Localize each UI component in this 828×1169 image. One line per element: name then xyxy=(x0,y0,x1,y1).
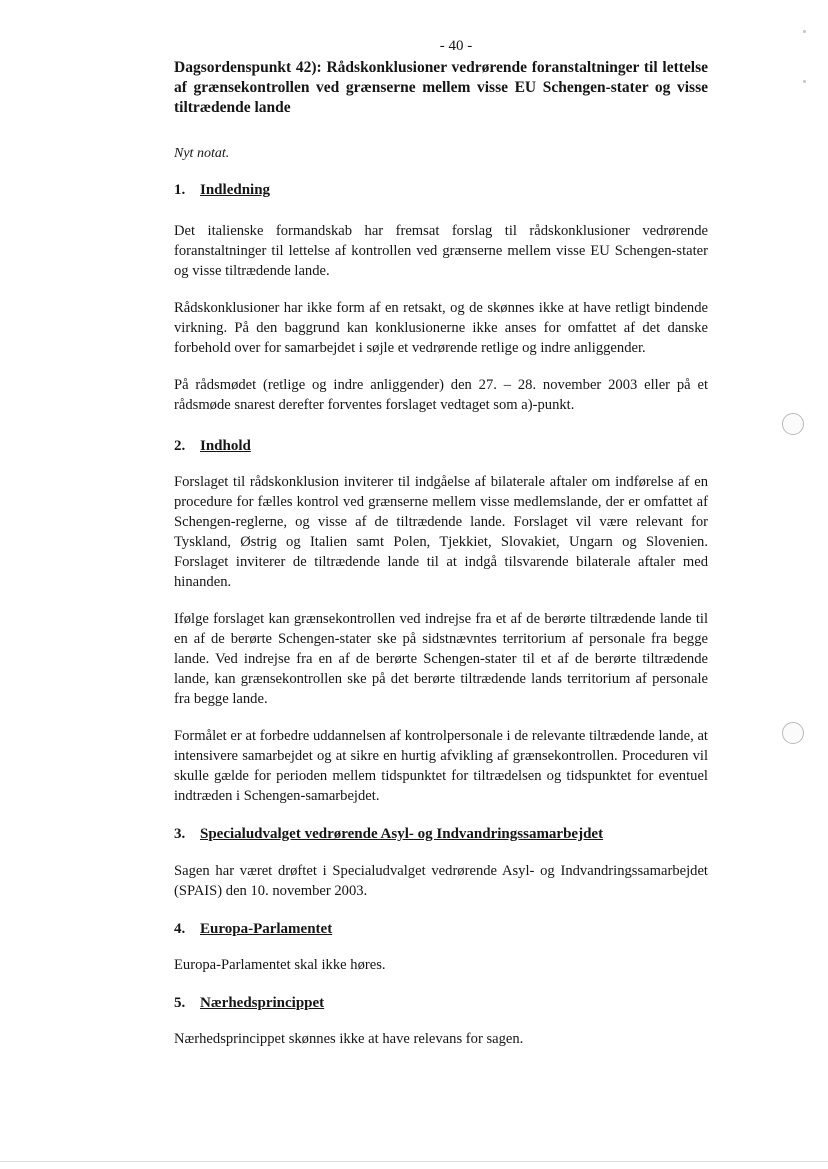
page-number: - 40 - xyxy=(439,38,473,54)
paragraph: Nærhedsprincippet skønnes ikke at have relevans for sagen. xyxy=(174,1031,524,1047)
section-heading-3 xyxy=(174,824,708,844)
section-number: 4. xyxy=(174,921,186,937)
section-title: Europa-Parlamentet xyxy=(200,921,333,937)
note-label: Nyt notat. xyxy=(174,146,230,161)
paragraph: Forslaget til rådskonklusion inviterer til indgåelse af bilaterale aftaler om indførelse af en procedure for fælles kontrol ved grænserne mellem visse medlemslande, der er omfattet af Schengen-reglerne, og visse af de tiltrædende lande. Forslaget vil være relevant for Tyskland, Østrig og Italien samt Polen, Tjekkiet, Slovakiet, Ungarn og Slovenien. Forslaget inviterer de tiltrædende lande til at indgå tilsvarende bilaterale aftaler med hinanden. xyxy=(174,474,708,590)
section-heading-4 xyxy=(174,919,708,939)
document-content xyxy=(174,58,708,1049)
punch-hole xyxy=(782,413,804,435)
section-number: 3. xyxy=(174,826,186,842)
section-number: 2. xyxy=(174,438,186,454)
punch-hole xyxy=(782,722,804,744)
scan-speck xyxy=(803,30,806,33)
paragraph: Ifølge forslaget kan grænsekontrollen ved indrejse fra et af de berørte tiltrædende lande til en af de berørte Schengen-stater ske på sidstnævntes territorium af personale fra begge lande. Ved indrejse fra en af de berørte Schengen-stater til et af de berørte tiltrædende lande, kan grænsekontrollen ske på det berørte tiltrædende lands territorium af personale fra begge lande. xyxy=(174,611,708,707)
paragraph: Europa-Parlamentet skal ikke høres. xyxy=(174,957,386,973)
section-heading-1 xyxy=(174,180,708,200)
paragraph: På rådsmødet (retlige og indre anliggender) den 27. – 28. november 2003 eller på et rådsmøde snarest derefter forventes forslaget vedtaget som a)-punkt. xyxy=(174,377,708,413)
section-title: Nærhedsprincippet xyxy=(200,995,325,1011)
section-number: 5. xyxy=(174,995,186,1011)
scan-speck xyxy=(803,80,806,83)
section-title: Indledning xyxy=(200,182,271,198)
section-title: Specialudvalget vedrørende Asyl- og Indvandringssamarbejdet xyxy=(200,826,604,842)
paragraph: Sagen har været drøftet i Specialudvalget vedrørende Asyl- og Indvandringssamarbejdet (SPAIS) den 10. november 2003. xyxy=(174,863,708,899)
section-title: Indhold xyxy=(200,438,251,454)
paragraph: Det italienske formandskab har fremsat forslag til rådskonklusioner vedrørende foranstaltninger til lettelse af kontrollen ved grænserne mellem visse EU Schengen-stater og visse tiltrædende lande. xyxy=(174,223,708,279)
section-heading-5 xyxy=(174,993,708,1013)
scan-edge-line xyxy=(0,1161,828,1162)
section-heading-2 xyxy=(174,436,708,456)
section-number: 1. xyxy=(174,182,186,198)
paragraph: Rådskonklusioner har ikke form af en retsakt, og de skønnes ikke at have retligt bindende virkning. På den baggrund kan konklusionerne ikke anses for omfattet af det danske forbehold over for samarbejdet i søjle et vedrørende retlige og indre anliggender. xyxy=(174,300,708,356)
agenda-item-title: Dagsordenspunkt 42): Rådskonklusioner vedrørende foranstaltninger til lettelse af grænsekontrollen ved grænserne mellem visse EU Schengen-stater og visse tiltrædende lande xyxy=(174,59,708,116)
paragraph: Formålet er at forbedre uddannelsen af kontrolpersonale i de relevante tiltrædende lande, at intensivere samarbejdet og at sikre en hurtig afvikling af grænsekontrollen. Proceduren vil skulle gælde for perioden mellem tidspunktet for tiltrædelsen og tidspunktet for eventuel indtræden i Schengen-samarbejdet. xyxy=(174,728,708,804)
